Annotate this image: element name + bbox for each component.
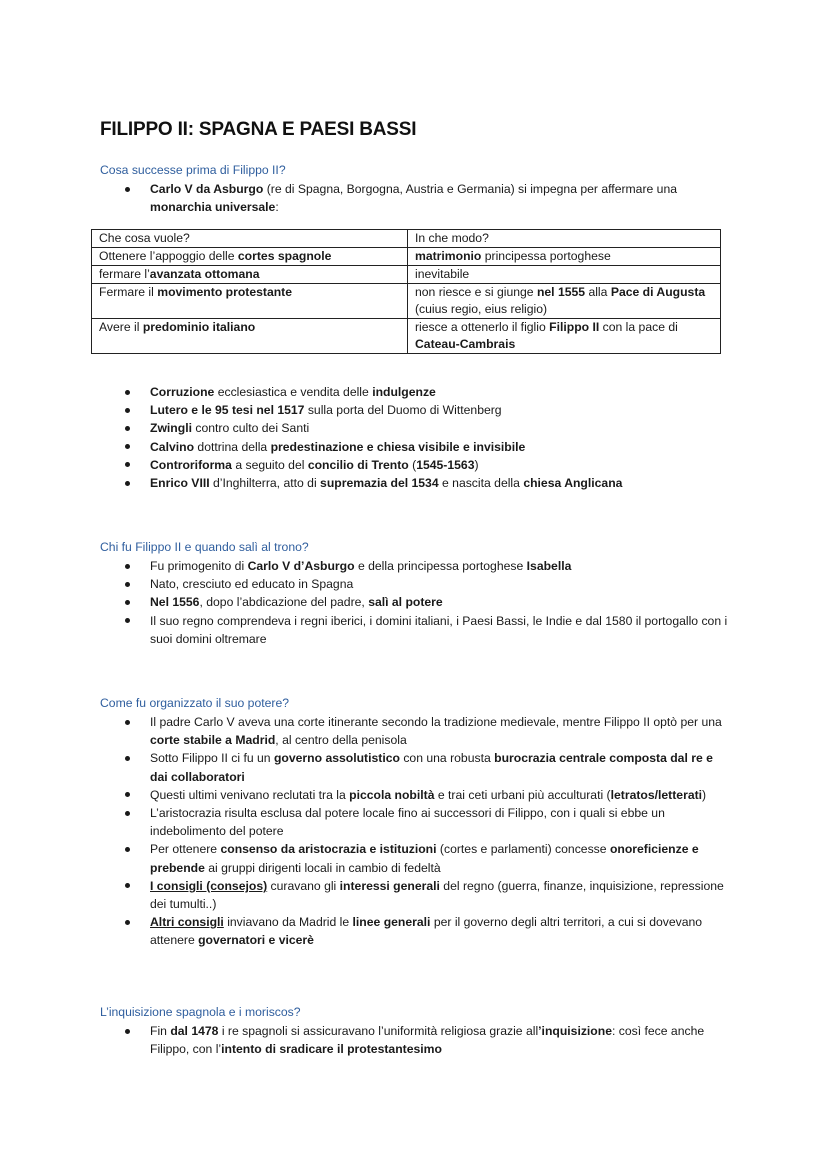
bullet-text: [150, 385, 436, 399]
text-run: inviavano da Madrid le: [223, 915, 353, 930]
bold-text: Nel 1556: [150, 595, 200, 610]
bold-text: ’inquisizione: [538, 1024, 612, 1038]
bullet-icon: [125, 462, 130, 467]
bullet-icon: [125, 811, 130, 816]
list-item: [0, 612, 730, 648]
bullet-text: [150, 915, 702, 947]
bullet-text: [150, 476, 622, 490]
bold-text: cortes spagnole: [237, 249, 332, 263]
text-run: Fin: [150, 1024, 171, 1038]
list-item: [0, 575, 730, 593]
bold-text: linee generali: [352, 915, 431, 930]
bold-text: Controriforma: [150, 457, 232, 472]
inquisition-bullet-list: [0, 1022, 740, 1058]
bullet-icon: [125, 883, 130, 888]
text-run: : così fece anche Filippo, con l’: [150, 1024, 705, 1057]
text-run: sulla porta del Duomo di Wittenberg: [304, 403, 502, 418]
text-run: curavano gli: [267, 878, 340, 893]
bold-text: Zwingli: [150, 421, 192, 436]
table-cell-want: [92, 284, 408, 319]
bullet-icon: [125, 600, 130, 605]
bullet-icon: [125, 390, 130, 395]
filippo-bio-bullet-list: [0, 557, 740, 648]
table-row: [92, 284, 721, 319]
bold-text: predestinazione e chiesa visibile e invisibile: [270, 439, 526, 454]
bullet-text: [150, 559, 571, 573]
bullet-icon: [125, 720, 130, 725]
bold-text: Lutero e le 95 tesi nel 1517: [150, 403, 305, 418]
bold-text: Calvino: [150, 439, 195, 454]
bold-text: supremazia del 1534: [320, 476, 439, 491]
table-cell-how: [408, 319, 721, 354]
bold-text: [150, 879, 267, 893]
text-run: Avere il: [99, 320, 143, 334]
bullet-text: [150, 458, 479, 472]
bullet-icon: [125, 582, 130, 587]
text-run: i re spagnoli si assicuravano l’uniformità religiosa grazie all: [218, 1024, 539, 1038]
list-item: [0, 438, 730, 456]
table-cell-want: [92, 319, 408, 354]
text-run: inevitabile: [415, 267, 470, 281]
bold-text: chiesa Anglicana: [523, 476, 623, 491]
reform-bullet-list: [0, 383, 740, 492]
bold-text: matrimonio: [415, 249, 482, 263]
document-title: FILIPPO II: SPAGNA E PAESI BASSI: [100, 119, 417, 140]
bullet-icon: [125, 756, 130, 761]
list-item: [0, 456, 730, 474]
underlined-bold-text: I consigli (consejos): [150, 878, 268, 893]
bold-text: nel 1555: [536, 285, 586, 299]
bold-text: burocrazia centrale composta dal re e dai collaboratori: [150, 751, 713, 784]
text-run: , dopo l’abdicazione del padre,: [199, 595, 369, 610]
table-row: [92, 319, 721, 354]
table-cell-how: [408, 284, 721, 319]
bold-text: movimento protestante: [157, 285, 293, 299]
table-row: [92, 266, 721, 284]
intro-bullet-list: [0, 180, 740, 216]
bullet-icon: [125, 792, 130, 797]
bold-text: Enrico VIII: [150, 476, 210, 491]
bold-text: [150, 915, 224, 929]
section-heading: Chi fu Filippo II e quando salì al trono?: [100, 540, 309, 554]
text-run: Per ottenere: [150, 842, 221, 857]
section-heading: L’inquisizione spagnola e i moriscos?: [100, 1005, 301, 1019]
bullet-icon: [125, 1029, 130, 1034]
text-run: principessa portoghese: [481, 249, 611, 263]
list-item: [0, 1022, 730, 1058]
list-item: [0, 713, 730, 749]
bold-text: Cateau-Cambrais: [415, 337, 516, 351]
text-run: ): [474, 457, 479, 472]
text-run: Sotto Filippo II ci fu un: [150, 751, 274, 766]
bold-text: governatori e vicerè: [198, 933, 314, 948]
text-run: Il padre Carlo V aveva una corte itinerante secondo la tradizione medievale, mentre Filippo II optò per una: [150, 715, 722, 729]
table-row: [92, 248, 721, 266]
bullet-text: [150, 595, 443, 609]
bold-text: 1545-1563: [416, 457, 475, 472]
text-run: fermare l’: [99, 267, 150, 281]
text-run: non riesce e si giunge: [415, 285, 537, 299]
text-run: per il governo degli altri territori, a cui si dovevano attenere: [150, 915, 703, 948]
list-item: [0, 877, 730, 913]
text-run: e nascita della: [438, 476, 524, 491]
text-run: e trai ceti urbani più acculturati (: [434, 787, 611, 802]
list-item: [0, 419, 730, 437]
bullet-icon: [125, 481, 130, 486]
text-run: e della principessa portoghese: [354, 559, 527, 573]
bullet-text: [150, 577, 353, 591]
table-header-want: Che cosa vuole?: [92, 230, 408, 248]
list-item: [0, 557, 730, 575]
bullet-text: [150, 440, 525, 454]
bold-text: letratos/letterati: [610, 787, 703, 802]
list-item: [0, 383, 730, 401]
list-item: [0, 786, 730, 804]
text-run: Nato, cresciuto ed educato in Spagna: [150, 577, 354, 592]
section-heading: Come fu organizzato il suo potere?: [100, 696, 290, 710]
bullet-icon: [125, 618, 130, 623]
list-item: [0, 474, 730, 492]
bold-text: Isabella: [526, 559, 572, 573]
section-heading: Cosa successe prima di Filippo II?: [100, 163, 286, 177]
bold-text: avanzata ottomana: [149, 267, 260, 281]
bold-text: intento di sradicare il protestantesimo: [221, 1042, 442, 1057]
bold-text: predominio italiano: [142, 320, 256, 334]
text-run: del regno (guerra, finanze, inquisizione, repressione dei tumulti..): [150, 878, 724, 912]
bold-text: Pace di Augusta: [610, 285, 706, 299]
text-run: riesce a ottenerlo il figlio: [415, 320, 550, 334]
text-run: L’aristocrazia risulta esclusa dal potere locale fino ai successori di Filippo, con i quali si ebbe un indebolimento del potere: [150, 806, 665, 839]
bold-text: Corruzione: [150, 385, 215, 399]
bold-text: indulgenze: [372, 385, 436, 399]
bullet-icon: [125, 920, 130, 925]
text-run: Questi ultimi venivano reclutati tra la: [150, 787, 350, 802]
bullet-icon: [125, 847, 130, 852]
text-run: dottrina della: [194, 439, 271, 454]
bullet-text: [150, 403, 502, 417]
bullet-icon: [125, 564, 130, 569]
text-run: Fermare il: [99, 285, 158, 299]
underlined-bold-text: Altri consigli: [150, 915, 224, 930]
bullet-icon: [125, 444, 130, 449]
list-item: [0, 913, 730, 949]
text-run: con la pace di: [599, 320, 678, 334]
bold-text: monarchia universale: [150, 200, 276, 215]
bold-text: Carlo V d’Asburgo: [247, 559, 355, 573]
text-run: a seguito del: [231, 457, 308, 472]
bold-text: salì al potere: [368, 595, 443, 610]
text-run: d’Inghilterra, atto di: [209, 476, 321, 491]
goals-table: [91, 229, 721, 354]
bullet-icon: [125, 187, 130, 192]
bold-text: corte stabile a Madrid: [150, 733, 276, 748]
bold-text: consenso da aristocrazia e istituzioni: [220, 842, 437, 857]
text-run: (cuius regio, eius religio): [415, 302, 548, 316]
bullet-text: [150, 751, 713, 783]
table-cell-want: [92, 248, 408, 266]
bold-text: concilio di Trento: [307, 457, 409, 472]
text-run: (: [408, 457, 417, 472]
bold-text: interessi generali: [339, 878, 440, 893]
list-item: [0, 593, 730, 611]
list-item: [0, 180, 730, 216]
bullet-icon: [125, 426, 130, 431]
table-cell-how: [408, 266, 721, 284]
bullet-text: [150, 788, 706, 802]
text-run: :: [275, 200, 279, 215]
bold-text: dal 1478: [170, 1024, 219, 1038]
bullet-text: [150, 715, 722, 747]
bullet-text: [150, 806, 665, 838]
text-run: ): [702, 787, 707, 802]
list-item: [0, 804, 730, 840]
bullet-icon: [125, 408, 130, 413]
bold-text: onoreficienze e prebende: [150, 842, 699, 875]
bold-text: Filippo II: [549, 320, 600, 334]
text-run: contro culto dei Santi: [191, 421, 310, 436]
table-header-how: In che modo?: [408, 230, 721, 248]
list-item: [0, 749, 730, 785]
text-run: Ottenere l’appoggio delle: [99, 249, 238, 263]
text-run: (re di Spagna, Borgogna, Austria e Germania) si impegna per affermare una: [263, 182, 678, 196]
bullet-text: [150, 842, 699, 874]
table-cell-how: [408, 248, 721, 266]
text-run: Il suo regno comprendeva i regni iberici, i domini italiani, i Paesi Bassi, le Indie e dal 1580 il portogallo con i suoi domini oltremare: [150, 613, 728, 646]
list-item: [0, 401, 730, 419]
power-organization-bullet-list: [0, 713, 740, 950]
text-run: alla: [585, 285, 611, 299]
bold-text: piccola nobiltà: [349, 787, 435, 802]
bullet-text: [150, 182, 677, 214]
bullet-text: [150, 879, 724, 911]
bullet-text: [150, 614, 727, 646]
table-header-row: [92, 230, 721, 248]
text-run: con una robusta: [399, 751, 495, 766]
text-run: ai gruppi dirigenti locali in cambio di fedeltà: [204, 860, 441, 875]
bold-text: Carlo V da Asburgo: [150, 182, 264, 196]
text-run: Fu primogenito di: [150, 559, 248, 573]
text-run: ecclesiastica e vendita delle: [214, 385, 373, 399]
text-run: , al centro della penisola: [275, 733, 407, 748]
text-run: (cortes e parlamenti) concesse: [436, 842, 610, 857]
bullet-text: [150, 1024, 704, 1056]
bullet-text: [150, 421, 309, 435]
list-item: [0, 840, 730, 876]
table-cell-want: [92, 266, 408, 284]
bold-text: governo assolutistico: [273, 751, 400, 766]
